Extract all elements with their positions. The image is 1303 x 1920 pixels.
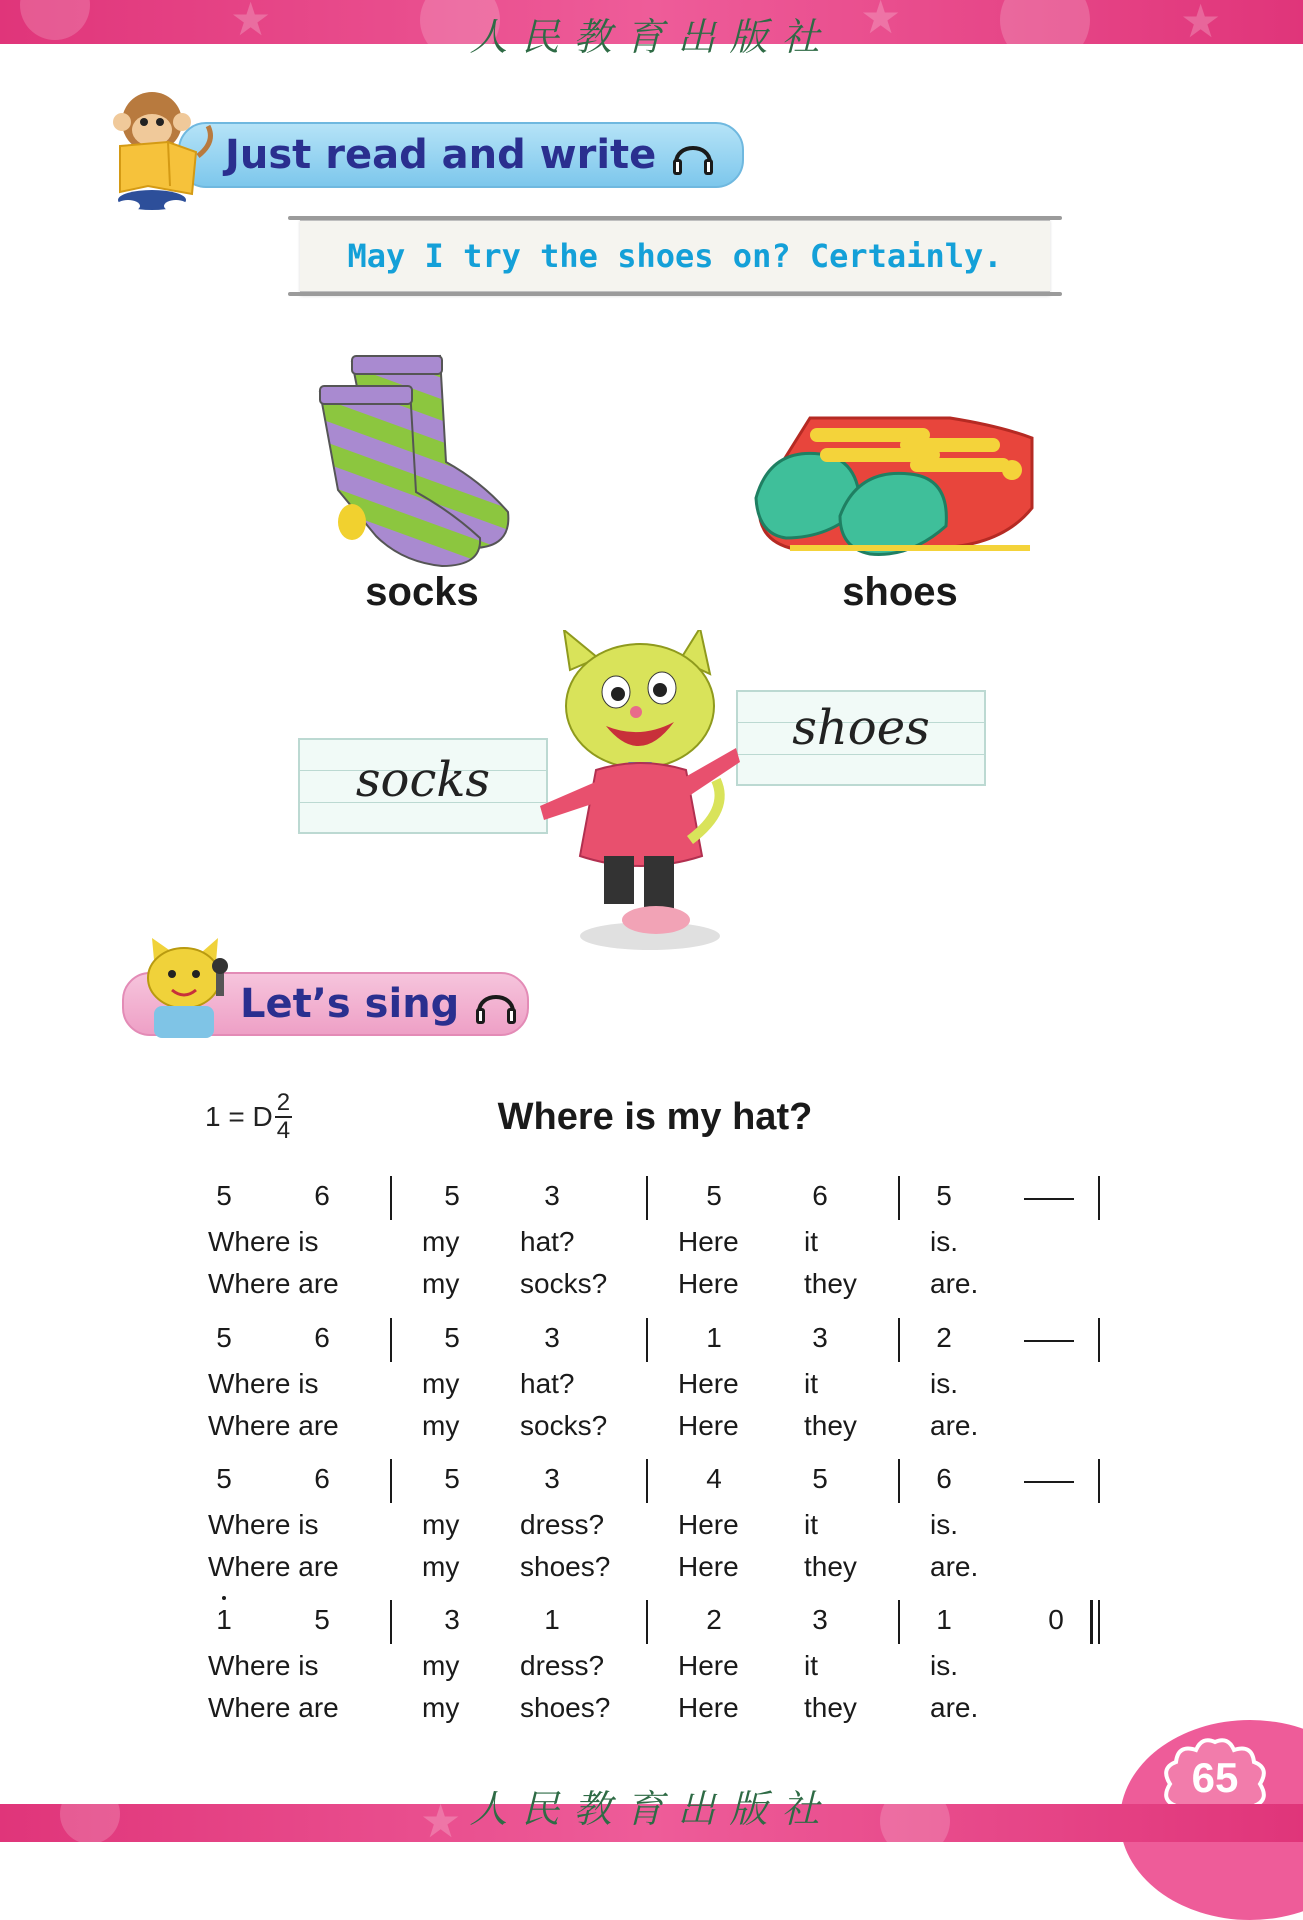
- sustain-dash: [1024, 1340, 1074, 1342]
- lyric-word: it: [804, 1650, 818, 1681]
- handwritten-socks: socks: [355, 752, 491, 808]
- score-note: 1: [936, 1604, 952, 1635]
- score-note: 5: [216, 1180, 232, 1211]
- lyric-word: my: [422, 1268, 460, 1299]
- bar-line: [646, 1600, 648, 1644]
- key-sentence: May I try the shoes on? Certainly.: [347, 237, 1003, 275]
- score-note: 5: [444, 1322, 460, 1353]
- score-note: 2: [936, 1322, 952, 1353]
- score-note: 0: [1048, 1604, 1064, 1635]
- bar-line: [390, 1318, 392, 1362]
- score-note: 6: [314, 1463, 330, 1494]
- score-note: 3: [544, 1463, 560, 1494]
- lyric-word: socks?: [520, 1268, 608, 1299]
- lyric-word: is.: [930, 1650, 958, 1681]
- section-title-lets-sing: Let’s sing: [240, 981, 460, 1027]
- score-note: 6: [812, 1180, 828, 1211]
- score-note: 4: [706, 1463, 722, 1494]
- lyric-word: my: [422, 1509, 460, 1540]
- bar-line: [898, 1318, 900, 1362]
- bottom-decorative-band: ★: [0, 1804, 1303, 1842]
- score-note: 5: [706, 1180, 722, 1211]
- lyric-word: my: [422, 1551, 460, 1582]
- score-note: 1: [544, 1604, 560, 1635]
- key-text: 1 = D: [205, 1101, 273, 1132]
- publisher-watermark-top: 人民教育出版社: [469, 15, 834, 59]
- lyric-word: they: [804, 1692, 857, 1723]
- final-bar-line: [1090, 1600, 1093, 1644]
- lyric-word: Here: [678, 1368, 739, 1399]
- lyric-word: shoes?: [520, 1551, 611, 1582]
- lyric-word: Where is: [208, 1650, 319, 1681]
- lyric-word: Here: [678, 1551, 739, 1582]
- lyric-word: shoes?: [520, 1692, 611, 1723]
- bar-line: [898, 1600, 900, 1644]
- lyric-word: is.: [930, 1368, 958, 1399]
- score-note: 5: [444, 1180, 460, 1211]
- lyric-word: they: [804, 1268, 857, 1299]
- lyric-word: Where are: [208, 1692, 339, 1723]
- song-title: Where is my hat?: [497, 1096, 813, 1138]
- bar-line: [390, 1459, 392, 1503]
- bar-line: [390, 1600, 392, 1644]
- lyric-word: Here: [678, 1650, 739, 1681]
- lyric-word: my: [422, 1650, 460, 1681]
- lyric-word: Where is: [208, 1509, 319, 1540]
- score-note: 3: [544, 1322, 560, 1353]
- score-note: 3: [812, 1322, 828, 1353]
- score-note: 5: [936, 1180, 952, 1211]
- score-note: 5: [444, 1463, 460, 1494]
- score-note: 1: [216, 1604, 232, 1635]
- lyric-word: are.: [930, 1410, 979, 1441]
- sustain-dash: [1024, 1481, 1074, 1483]
- lyric-word: it: [804, 1368, 818, 1399]
- lyric-word: it: [804, 1509, 818, 1540]
- lyric-word: Here: [678, 1692, 739, 1723]
- sustain-dash: [1024, 1198, 1074, 1200]
- lyric-word: dress?: [520, 1509, 605, 1540]
- lyric-word: dress?: [520, 1650, 605, 1681]
- bar-line: [898, 1459, 900, 1503]
- lyric-word: they: [804, 1551, 857, 1582]
- bar-line: [898, 1176, 900, 1220]
- lyric-word: are.: [930, 1551, 979, 1582]
- time-signature-bottom: 4: [276, 1117, 291, 1144]
- score-note: 2: [706, 1604, 722, 1635]
- publisher-watermark-bottom: 人民教育出版社: [469, 1787, 834, 1831]
- score-note: 5: [216, 1463, 232, 1494]
- score-note: 6: [314, 1180, 330, 1211]
- lyric-word: my: [422, 1410, 460, 1441]
- top-decorative-band: ★ ★ ★: [0, 0, 1303, 44]
- lyric-word: hat?: [520, 1368, 575, 1399]
- score-note: 3: [812, 1604, 828, 1635]
- bar-line: [1098, 1600, 1100, 1644]
- high-octave-dot: [222, 1596, 226, 1600]
- lyric-word: Where are: [208, 1410, 339, 1441]
- lyric-word: Here: [678, 1509, 739, 1540]
- score-note: 6: [936, 1463, 952, 1494]
- lyric-word: Where are: [208, 1268, 339, 1299]
- bar-line: [1098, 1176, 1100, 1220]
- score-note: 5: [812, 1463, 828, 1494]
- lyric-word: Here: [678, 1268, 739, 1299]
- bar-line: [646, 1176, 648, 1220]
- score-note: 5: [314, 1604, 330, 1635]
- lyric-word: hat?: [520, 1226, 575, 1257]
- handwritten-shoes: shoes: [792, 700, 930, 756]
- lyric-word: it: [804, 1226, 818, 1257]
- lyric-word: Where are: [208, 1551, 339, 1582]
- score-note: 1: [706, 1322, 722, 1353]
- score-note: 3: [444, 1604, 460, 1635]
- bar-line: [390, 1176, 392, 1220]
- lyric-word: Where is: [208, 1368, 319, 1399]
- bar-line: [1098, 1459, 1100, 1503]
- lyric-word: they: [804, 1410, 857, 1441]
- lyric-word: my: [422, 1368, 460, 1399]
- lyric-word: is.: [930, 1509, 958, 1540]
- bar-line: [646, 1318, 648, 1362]
- bar-line: [646, 1459, 648, 1503]
- lyric-word: socks?: [520, 1410, 608, 1441]
- score-note: 6: [314, 1322, 330, 1353]
- lyric-word: my: [422, 1692, 460, 1723]
- section-title-read-write: Just read and write: [225, 132, 657, 178]
- page-number: 65: [1191, 1754, 1239, 1801]
- word-shoes: shoes: [842, 570, 958, 614]
- word-socks: socks: [365, 570, 479, 614]
- bar-line: [1098, 1318, 1100, 1362]
- lyric-word: my: [422, 1226, 460, 1257]
- lyric-word: are.: [930, 1692, 979, 1723]
- time-signature-top: 2: [276, 1089, 291, 1116]
- lyric-word: Here: [678, 1226, 739, 1257]
- lyric-word: is.: [930, 1226, 958, 1257]
- lyric-word: Where is: [208, 1226, 319, 1257]
- score-note: 5: [216, 1322, 232, 1353]
- lyric-word: Here: [678, 1410, 739, 1441]
- lyric-word: are.: [930, 1268, 979, 1299]
- score-note: 3: [544, 1180, 560, 1211]
